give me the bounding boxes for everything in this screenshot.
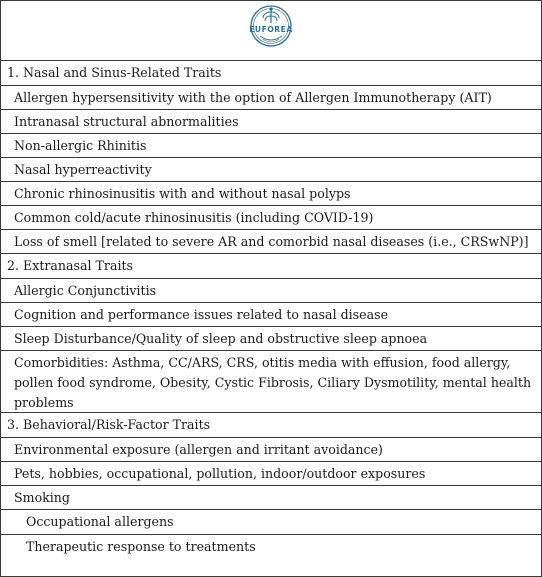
table-row: Sleep Disturbance/Quality of sleep and obstructive sleep apnoea [1, 327, 541, 351]
table-row: Cognition and performance issues related to nasal disease [1, 303, 541, 327]
sub-item-row: Therapeutic response to treatments [26, 539, 256, 554]
table-row: Chronic rhinosinusitis with and without nasal polyps [1, 182, 541, 206]
table-row: Comorbidities: Asthma, CC/ARS, CRS, otitis media with effusion, food allergy, pollen food syndrome, Obesity, Cystic Fibrosis, Ciliary Dysmotility, mental health problems [1, 351, 541, 413]
section-heading: 1. Nasal and Sinus-Related Traits [1, 61, 541, 86]
table-row: Nasal hyperreactivity [1, 158, 541, 182]
sub-item-row: Occupational allergens [1, 510, 541, 535]
table-row: Non-allergic Rhinitis [1, 134, 541, 158]
table-row: Allergic Conjunctivitis [1, 279, 541, 303]
section-heading: 3. Behavioral/Risk-Factor Traits [1, 413, 541, 438]
euforea-logo-icon [248, 3, 294, 49]
table-row: Pets, hobbies, occupational, pollution, indoor/outdoor exposures [1, 462, 541, 486]
table-header-logo-cell [1, 1, 541, 61]
logo-wordmark: EUFOREA [249, 25, 293, 34]
section-heading: 2. Extranasal Traits [1, 254, 541, 279]
table-body [1, 61, 541, 559]
table-row: Allergen hypersensitivity with the option of Allergen Immunotherapy (AIT) [1, 86, 541, 110]
table-row: Common cold/acute rhinosinusitis (including COVID-19) [1, 206, 541, 230]
table-row: Smoking [1, 486, 541, 510]
table-row: Intranasal structural abnormalities [1, 110, 541, 134]
table-row: Loss of smell [related to severe AR and comorbid nasal diseases (i.e., CRSwNP)] [1, 230, 541, 254]
table-row: Environmental exposure (allergen and irritant avoidance) [1, 438, 541, 462]
